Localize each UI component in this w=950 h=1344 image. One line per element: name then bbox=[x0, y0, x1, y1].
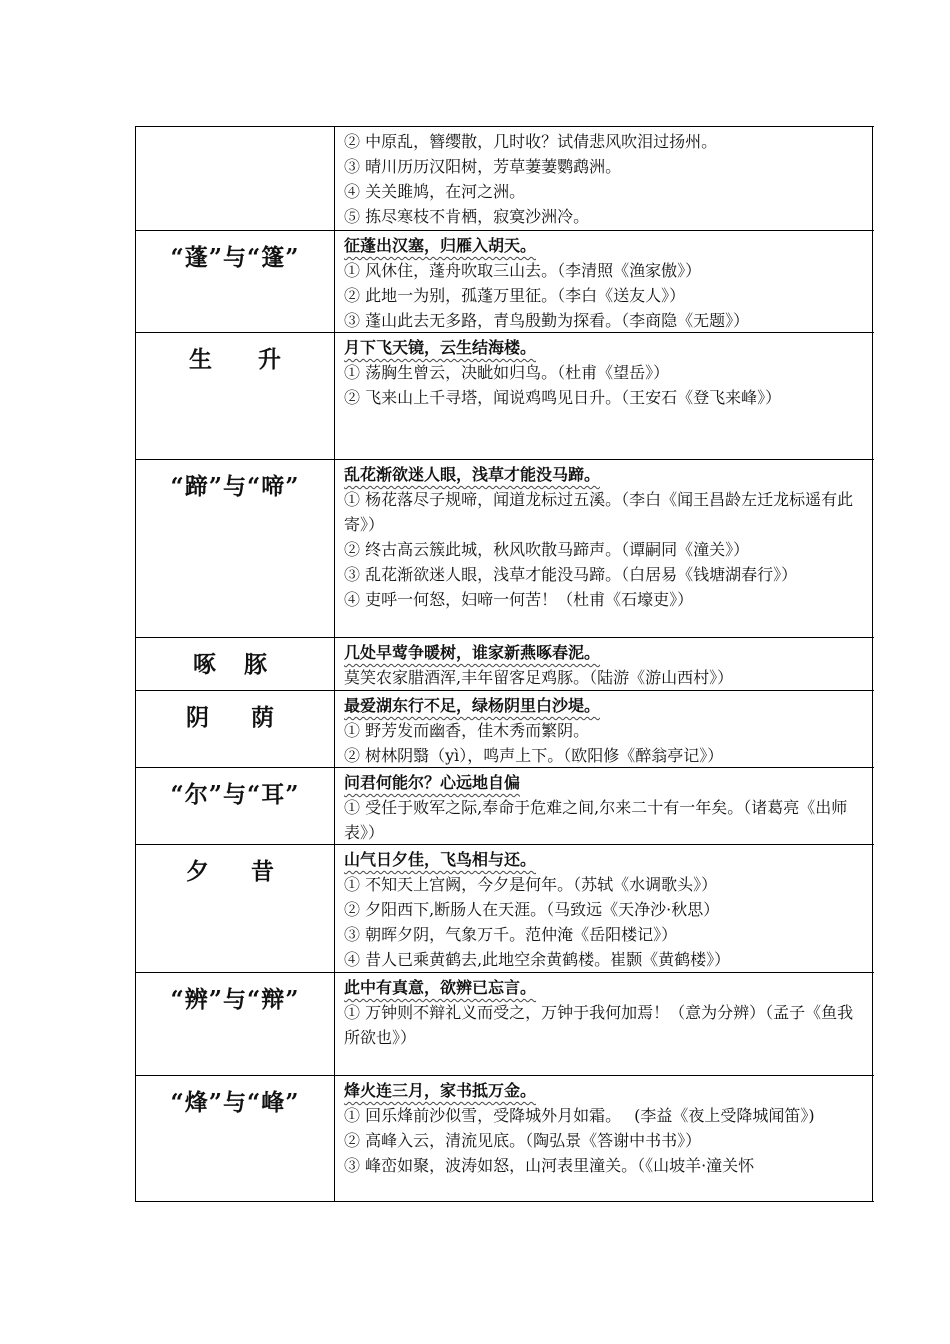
example-line: ① 回乐烽前沙似雪，受降城外月如霜。 (李益《夜上受降城闻笛》) bbox=[344, 1106, 815, 1125]
example-line: ① 万钟则不辩礼义而受之，万钟于我何加焉！（意为分辨）（孟子《鱼我所欲也》） bbox=[344, 1003, 854, 1047]
table-row bbox=[136, 460, 874, 638]
row-content bbox=[335, 127, 873, 230]
lead-sentence: 乱花渐欲迷人眼，浅草才能没马蹄。 bbox=[344, 465, 601, 484]
row-content bbox=[335, 231, 873, 332]
row-label: “尔”与“耳” bbox=[136, 768, 335, 844]
example-line: ① 野芳发而幽香，佳木秀而繁阴。 bbox=[344, 721, 590, 740]
example-line: ② 终古高云簇此城，秋风吹散马蹄声。（谭嗣同《潼关》） bbox=[344, 540, 750, 559]
example-line: ② 夕阳西下,断肠人在天涯。（马致远《天净沙·秋思） bbox=[344, 900, 720, 919]
row-label: 阴 荫 bbox=[136, 691, 335, 767]
row-label: 啄 豚 bbox=[136, 638, 335, 690]
table-row bbox=[136, 691, 874, 768]
example-line: ③ 朝晖夕阴，气象万千。范仲淹《岳阳楼记》） bbox=[344, 925, 678, 944]
example-line: ④ 吏呼一何怒，妇啼一何苦！（杜甫《石壕吏》） bbox=[344, 590, 694, 609]
row-content bbox=[335, 460, 873, 637]
example-line: ① 不知天上宫阙，今夕是何年。（苏轼《水调歌头》） bbox=[344, 875, 718, 894]
row-content bbox=[335, 1076, 873, 1201]
row-label: “辨”与“辩” bbox=[136, 973, 335, 1075]
example-line: ① 杨花落尽子规啼，闻道龙标过五溪。（李白《闻王昌龄左迁龙标遥有此寄》） bbox=[344, 490, 854, 534]
row-content bbox=[335, 845, 873, 972]
example-line: ⑤ 拣尽寒枝不肯栖，寂寞沙洲冷。 bbox=[344, 207, 590, 226]
table-row bbox=[136, 333, 874, 460]
table-row bbox=[136, 973, 874, 1076]
example-line: ① 荡胸生曾云，决眦如归鸟。（杜甫《望岳》） bbox=[344, 363, 670, 382]
row-label: “蹄”与“啼” bbox=[136, 460, 335, 637]
table-row bbox=[136, 845, 874, 973]
row-label: 生升 bbox=[136, 333, 335, 459]
example-line: ② 此地一为别，孤蓬万里征。（李白《送友人》） bbox=[344, 286, 686, 305]
example-line: ② 中原乱，簪缨散，几时收？试倩悲风吹泪过扬州。 bbox=[344, 132, 718, 151]
lead-sentence: 月下飞天镜，云生结海楼。 bbox=[344, 338, 537, 357]
example-line: ② 高峰入云，清流见底。（陶弘景《答谢中书书》） bbox=[344, 1131, 702, 1150]
example-line: ① 风休住，蓬舟吹取三山去。（李清照《渔家傲》） bbox=[344, 261, 702, 280]
row-content bbox=[335, 691, 873, 767]
example-line: ② 飞来山上千寻塔，闻说鸡鸣见日升。（王安石《登飞来峰》） bbox=[344, 388, 782, 407]
table-row bbox=[136, 127, 874, 231]
row-label bbox=[136, 127, 335, 230]
lead-sentence: 问君何能尔？心远地自偏 bbox=[344, 773, 521, 792]
table-row bbox=[136, 1076, 874, 1202]
table-row bbox=[136, 768, 874, 845]
example-line: ③ 蓬山此去无多路，青鸟殷勤为探看。（李商隐《无题》） bbox=[344, 311, 750, 330]
row-content bbox=[335, 768, 873, 844]
row-content bbox=[335, 638, 873, 690]
lead-sentence: 征蓬出汉塞，归雁入胡天。 bbox=[344, 236, 537, 255]
example-line: ③ 乱花渐欲迷人眼，浅草才能没马蹄。（白居易《钱塘湖春行》） bbox=[344, 565, 798, 584]
table-row bbox=[136, 231, 874, 333]
row-content bbox=[335, 973, 873, 1075]
example-line: ② 树林阴翳（yì），鸣声上下。（欧阳修《醉翁亭记》） bbox=[344, 746, 724, 765]
lead-sentence: 最爱湖东行不足，绿杨阴里白沙堤。 bbox=[344, 696, 601, 715]
row-label: 夕 昔 bbox=[136, 845, 335, 972]
row-label: “蓬”与“篷” bbox=[136, 231, 335, 332]
example-line: ① 受任于败军之际,奉命于危难之间,尔来二十有一年矣。（诸葛亮《出师表》） bbox=[344, 798, 848, 842]
example-line: ④ 昔人已乘黄鹤去,此地空余黄鹤楼。崔颢《黄鹤楼》） bbox=[344, 950, 731, 969]
lead-sentence: 此中有真意，欲辨已忘言。 bbox=[344, 978, 537, 997]
example-line: 莫笑农家腊酒浑,丰年留客足鸡豚。（陆游《游山西村》） bbox=[344, 668, 734, 687]
example-line: ③ 峰峦如聚，波涛如怒，山河表里潼关。（《山坡羊·潼关怀 bbox=[344, 1156, 755, 1175]
lead-sentence: 山气日夕佳，飞鸟相与还。 bbox=[344, 850, 537, 869]
example-line: ③ 晴川历历汉阳树，芳草萋萋鹦鹉洲。 bbox=[344, 157, 622, 176]
lead-sentence: 烽火连三月，家书抵万金。 bbox=[344, 1081, 537, 1100]
row-label: “烽”与“峰” bbox=[136, 1076, 335, 1201]
lead-sentence: 几处早莺争暖树，谁家新燕啄春泥。 bbox=[344, 643, 601, 662]
row-content bbox=[335, 333, 873, 459]
example-line: ④ 关关雎鸠，在河之洲。 bbox=[344, 182, 526, 201]
vocabulary-table bbox=[135, 126, 874, 1202]
table-row bbox=[136, 638, 874, 691]
